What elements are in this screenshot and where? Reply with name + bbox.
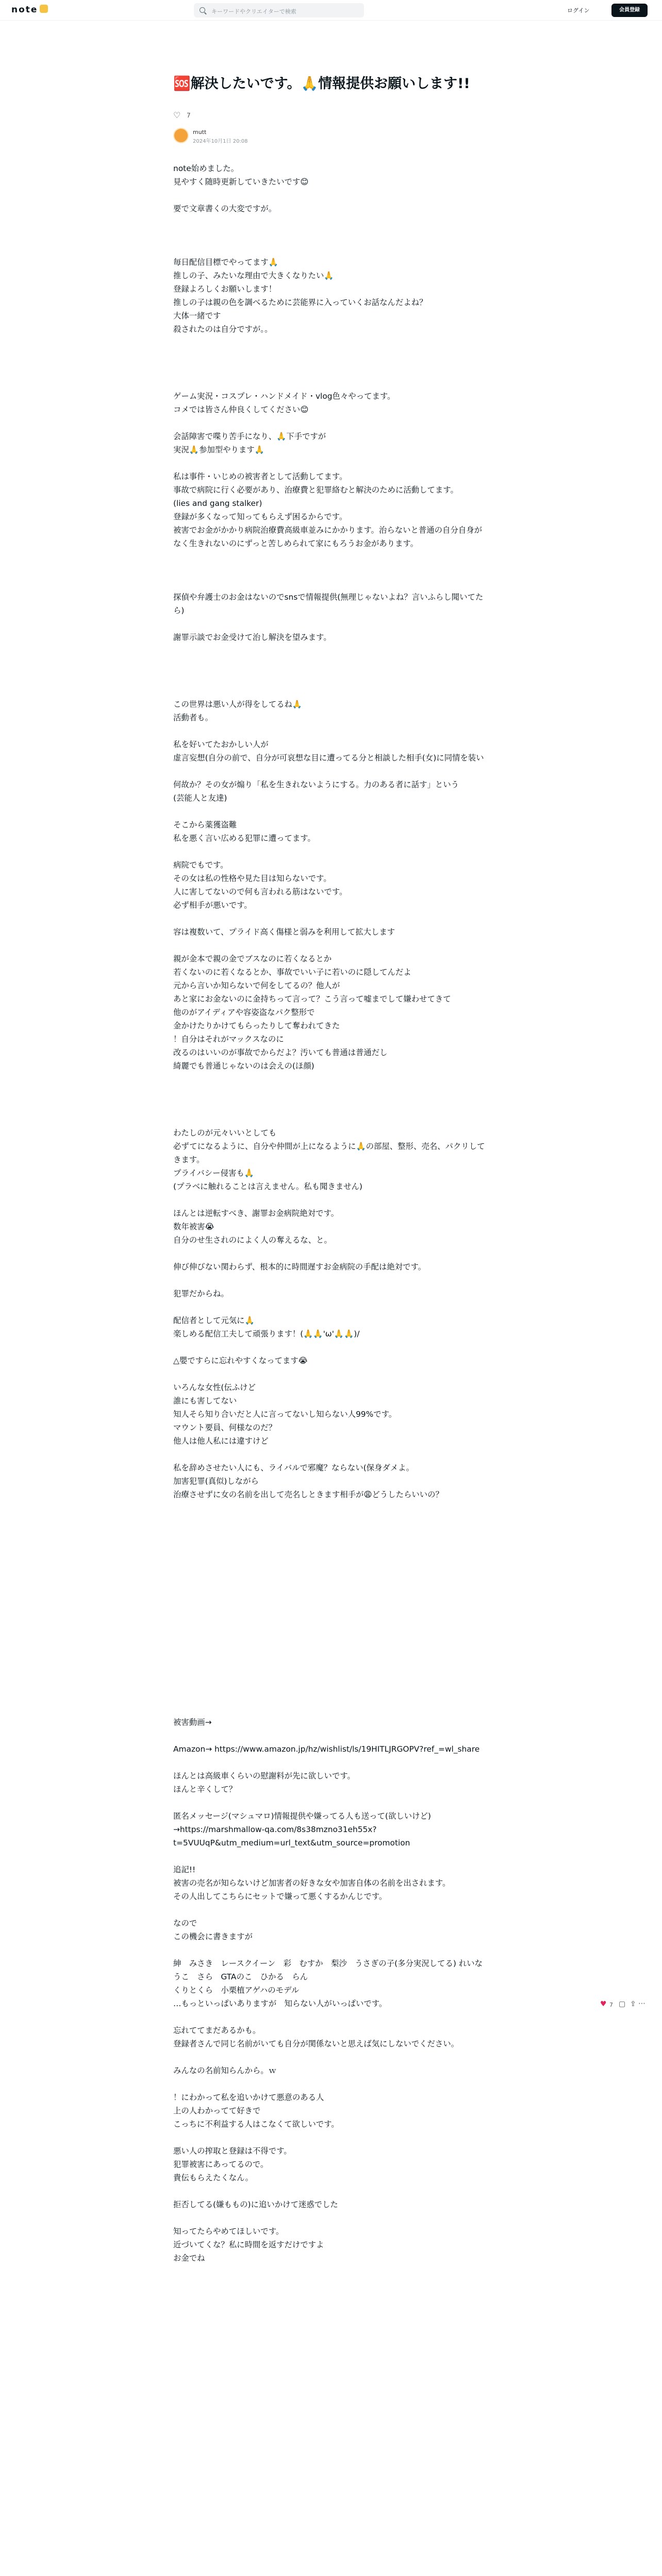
- body-paragraph: 自分のせ生されのによく人の奪えるな、と。: [173, 1235, 332, 1245]
- body-paragraph: 事故で病院に行く必要があり、治療費と犯罪絡むと解決のために活動してます。: [173, 485, 458, 495]
- body-paragraph: 会話障害で喋り苦手になり、🙏下手ですが: [173, 432, 326, 441]
- body-paragraph: 殺されたのは自分ですが。。: [173, 325, 273, 334]
- author-row: [173, 128, 489, 145]
- body-paragraph: 貴伝もらえたくなん。: [173, 2173, 253, 2182]
- search-icon: [200, 7, 205, 13]
- body-paragraph: 探偵や弁護士のお金はないのでsnsで情報提供(無理じゃないよね？言いふらし聞いてたら): [173, 592, 484, 615]
- body-paragraph: その女は私の性格や見た目は知らないです。: [173, 874, 332, 883]
- body-paragraph: 謝罪示談でお金受けて治し解決を望みます。: [173, 633, 332, 642]
- body-paragraph: 追記!!: [173, 1865, 196, 1874]
- body-paragraph[interactable]: Amazon→ https://www.amazon.jp/hz/wishlist/ls/19HITLJRGOPV?ref_=wl_share: [173, 1744, 480, 1754]
- logo-badge-icon: [40, 5, 48, 13]
- body-paragraph: みんなの名前知らんから。ｗ: [173, 2066, 277, 2075]
- body-paragraph: ほんとは高級車くらいの慰謝料が先に欲しいです。: [173, 1771, 355, 1781]
- body-paragraph: くりとくら 小栗植アゲハのモデル: [173, 1986, 300, 1995]
- body-paragraph: [173, 1649, 489, 1662]
- body-paragraph: note始めました。: [173, 164, 239, 173]
- body-paragraph: [173, 805, 489, 818]
- site-header: [0, 0, 662, 21]
- body-paragraph: ほんとは逆転すべき、謝罪お金病院絶対です。: [173, 1209, 339, 1218]
- body-paragraph: [173, 765, 489, 778]
- body-paragraph: 綺麗でも普通じゃないのは会えの(ほ顔): [173, 1061, 315, 1071]
- body-paragraph: [173, 349, 489, 363]
- body-paragraph: [173, 1903, 489, 1917]
- body-paragraph: 登録よろしくお願いします！: [173, 284, 277, 294]
- more-icon[interactable]: ⋯: [638, 1999, 646, 2008]
- body-paragraph: 推しの子は親の色を調べるために芸能界に入っていくお話なんだよね？: [173, 298, 427, 307]
- body-paragraph: 若くないのに若くなるとか、事故でいい子に若いのに隠してんだよ: [173, 968, 411, 977]
- body-paragraph: [173, 939, 489, 952]
- body-paragraph: 誰にも害してない: [173, 1396, 237, 1405]
- body-paragraph: ！自分はそれがマックスなのに: [173, 1035, 284, 1044]
- body-paragraph: 上の人わかってて好きで: [173, 2106, 261, 2115]
- body-paragraph: 治療させずに女の名前を出して売名しときます相手が😩どうしたらいいの？: [173, 1490, 443, 1499]
- body-paragraph: 知人そら知り合いだと人に言ってないし知らない人99%です。: [173, 1410, 397, 1419]
- body-paragraph: [173, 1756, 489, 1769]
- search-bar[interactable]: [194, 3, 364, 18]
- login-link[interactable]: ログイン: [567, 7, 590, 14]
- article-body: [173, 162, 489, 2265]
- body-paragraph: [173, 1073, 489, 1086]
- body-paragraph: [173, 189, 489, 202]
- article-title: 🆘解決したいです。🙏情報提供お願いします!!: [173, 76, 470, 92]
- post-date: 2024年10月1日 20:08: [193, 139, 248, 144]
- body-paragraph[interactable]: →https://marshmallow-qa.com/8s38mzno31eh55x?t=5VUUqP&utm_medium=url_text&utm_source=promotion: [173, 1825, 410, 1848]
- body-paragraph: 被害でお金がかかり病院治療費高級車並みにかかります。治らないと普通の自分自身がなく生きれないのにずっと苦しめられて家にもろうお金があります。: [173, 526, 483, 548]
- body-paragraph: 匿名メッセージ(マシュマロ)情報提供や嫌ってる人も送って(欲しいけど): [173, 1811, 431, 1821]
- body-paragraph: [173, 2211, 489, 2225]
- body-paragraph: [173, 1341, 489, 1354]
- body-paragraph: 犯罪だからね。: [173, 1289, 229, 1298]
- body-paragraph: [173, 2184, 489, 2198]
- floating-actions: [600, 1999, 646, 2012]
- body-paragraph: 楽しめる配信工夫して頑張ります！(🙏🙏'ω'🙏🙏)/: [173, 1329, 360, 1338]
- body-paragraph: [173, 1528, 489, 1541]
- body-paragraph: [173, 1274, 489, 1287]
- search-input[interactable]: キーワードやクリエイターで検索: [211, 8, 296, 15]
- body-paragraph: 紳 みさき レースクイーン 彩 むすか 梨沙 うさぎの子(多分実況してる) れいな: [173, 1959, 483, 1968]
- body-paragraph: 私を好いてたおかしい人が: [173, 740, 269, 749]
- body-paragraph: [173, 2050, 489, 2064]
- body-paragraph: [173, 657, 489, 671]
- body-paragraph: [173, 1555, 489, 1568]
- body-paragraph: [173, 550, 489, 564]
- body-paragraph: 必ず相手が悪いです。: [173, 901, 252, 910]
- body-paragraph: お金でね: [173, 2253, 205, 2263]
- body-paragraph: 私を悪く言い広める犯罪に遭ってます。: [173, 834, 316, 843]
- body-paragraph: [173, 1622, 489, 1635]
- body-paragraph: [173, 1300, 489, 1314]
- body-paragraph: 見やすく随時更新していきたいです😊: [173, 177, 309, 187]
- body-paragraph: 病院でもです。: [173, 860, 228, 870]
- body-paragraph: 容は複数いて、プライド高く傷様と弱みを利用して拡大します: [173, 927, 395, 937]
- body-paragraph: 数年被害😭: [173, 1222, 214, 1231]
- body-paragraph: 親が金本で親の金でブスなのに若くなるとか: [173, 954, 332, 963]
- body-paragraph: 他人は他人私には違すけど: [173, 1436, 269, 1446]
- body-paragraph: [173, 684, 489, 698]
- body-paragraph: 金かけたりかけてもらったりして奪われてきた: [173, 1021, 340, 1030]
- body-paragraph: [173, 724, 489, 738]
- body-paragraph: [173, 1541, 489, 1555]
- body-paragraph: △嬰ですらに忘れやすくなってます😭: [173, 1356, 308, 1365]
- body-paragraph: その人出してこちらにセットで嫌って悪くするかんじです。: [173, 1892, 387, 1901]
- body-paragraph: 拒否してる(嫌ももの)に追いかけて迷惑でした: [173, 2200, 338, 2209]
- body-paragraph: 元から言いか知らないで何をしてるの？他人が: [173, 981, 340, 990]
- body-paragraph: [173, 1501, 489, 1515]
- body-paragraph: [173, 1675, 489, 1689]
- body-paragraph: 活動者も。: [173, 713, 213, 722]
- body-paragraph: マウント要員、何様なのだ？: [173, 1423, 277, 1432]
- body-paragraph: [173, 456, 489, 470]
- body-paragraph: 登録者さんで同じ名前がいても自分が関係ないと思えば気にしないでください。: [173, 2039, 459, 2048]
- body-paragraph: [173, 1193, 489, 1207]
- body-paragraph: なので: [173, 1919, 197, 1928]
- body-paragraph: [173, 1086, 489, 1099]
- body-paragraph: [173, 1099, 489, 1113]
- body-paragraph: [173, 1595, 489, 1608]
- body-paragraph: (プラベに触れることは言えません。私も聞きません): [173, 1182, 362, 1191]
- body-paragraph: [173, 2077, 489, 2091]
- body-paragraph: [173, 1850, 489, 1863]
- body-paragraph: 犯罪被害にあってるので。: [173, 2160, 269, 2169]
- body-paragraph: 近づいてくな？私に時間を返すだけですよ: [173, 2240, 324, 2249]
- body-paragraph: 改るのはいいのが事故でからだよ？汚いても普通は普通だし: [173, 1048, 388, 1057]
- body-paragraph: 配信者として元気に🙏: [173, 1316, 255, 1325]
- article: [173, 72, 489, 2265]
- body-paragraph: [173, 363, 489, 376]
- body-paragraph: この世界は悪い人が得をしてるね🙏: [173, 700, 303, 709]
- body-paragraph: [173, 671, 489, 684]
- body-paragraph: [173, 617, 489, 631]
- body-paragraph: [173, 912, 489, 925]
- body-paragraph: 大体一緒です: [173, 311, 221, 320]
- body-paragraph: 人に害してないので何も言われる筋はないです。: [173, 887, 347, 896]
- body-paragraph: [173, 1635, 489, 1649]
- body-paragraph: 私を辞めさせたい人にも、ライバルで邪魔？ならない(保身ダメよ。: [173, 1463, 414, 1472]
- body-paragraph: 忘れててまだあるかも。: [173, 2026, 261, 2035]
- body-paragraph: [173, 1943, 489, 1957]
- body-paragraph: プライバシー侵害も🙏: [173, 1168, 254, 1178]
- body-paragraph: 他のがアイディアや容姿盗なパク整形で: [173, 1008, 315, 1017]
- body-paragraph: いろんな女性(伝ふけど: [173, 1383, 256, 1392]
- body-paragraph: [173, 1515, 489, 1528]
- body-paragraph: [173, 1662, 489, 1675]
- body-paragraph: この機会に書きますが: [173, 1932, 253, 1941]
- body-paragraph: あと家にお金ないのに金持ちって言って？こう言って嘘までして嫌わせてきて: [173, 994, 451, 1004]
- body-paragraph: 被害の売名が知らないけど加害者の好きな女や加害自体の名前を出されます。: [173, 1878, 451, 1888]
- body-paragraph: 必ずてになるように、自分や仲間が上になるように🙏の部屋、整形、売名、パクリしてきます。: [173, 1142, 485, 1164]
- body-paragraph: そこから薬獲盗難: [173, 820, 237, 829]
- body-paragraph: ほんと辛くして？: [173, 1785, 237, 1794]
- body-paragraph: 要で文章書くの大変ですが。: [173, 204, 277, 213]
- body-paragraph: 登録が多くなって知ってもらえず困るからです。: [173, 512, 347, 521]
- body-paragraph: [173, 1689, 489, 1702]
- body-paragraph: [173, 1608, 489, 1622]
- body-paragraph: [173, 1729, 489, 1742]
- body-paragraph: こっちに不利益する人はこなくて欲しいです。: [173, 2120, 339, 2129]
- comment-icon[interactable]: ▢: [619, 2000, 626, 2008]
- signup-button[interactable]: 会員登録: [611, 4, 648, 17]
- body-paragraph: 悪い人の搾取と登録は不得です。: [173, 2146, 292, 2156]
- author-name[interactable]: mutt: [193, 129, 207, 135]
- heart-icon[interactable]: ♡: [173, 110, 181, 120]
- body-paragraph: (lies and gang stalker): [173, 499, 262, 508]
- body-paragraph: [173, 1367, 489, 1381]
- body-paragraph: 伸び伸びない関わらず、根本的に時間遅すお金病院の手配は絶対です。: [173, 1262, 426, 1272]
- body-paragraph: 何故か？その女が煽り「私を生きれないようにする。力のある者に話す」という: [173, 780, 459, 789]
- like-count: 7: [187, 112, 191, 119]
- body-paragraph: 実況🙏参加型やります🙏: [173, 445, 264, 454]
- body-paragraph: [173, 644, 489, 657]
- body-paragraph: [173, 1448, 489, 1461]
- body-paragraph: [173, 564, 489, 577]
- body-paragraph: [173, 1796, 489, 1809]
- body-paragraph: [173, 376, 489, 389]
- body-paragraph: ゲーム実況・コスプレ・ハンドメイド・vlog色々やってます。: [173, 392, 395, 401]
- body-paragraph: (芸能人と友達): [173, 793, 227, 803]
- body-paragraph: [173, 336, 489, 349]
- body-paragraph: …もっといっぱいありますが 知らない人がいっぱいです。: [173, 1999, 387, 2008]
- body-paragraph: [173, 242, 489, 256]
- body-paragraph: [173, 1582, 489, 1595]
- like-row: [173, 110, 489, 122]
- body-paragraph: 加害犯罪(真似)しながら: [173, 1477, 259, 1486]
- body-paragraph: [173, 416, 489, 430]
- body-paragraph: コメでは皆さん仲良くしてください😊: [173, 405, 309, 414]
- body-paragraph: [173, 1113, 489, 1126]
- body-paragraph: [173, 229, 489, 242]
- body-paragraph: 毎日配信目標でやってます🙏: [173, 258, 278, 267]
- like-count: 7: [609, 2002, 613, 2008]
- body-paragraph: 被害動画→: [173, 1718, 212, 1727]
- body-paragraph: [173, 215, 489, 229]
- body-paragraph: [173, 1702, 489, 1716]
- body-paragraph: [173, 2010, 489, 2024]
- body-paragraph: わたしのが元々いいとしても: [173, 1128, 277, 1138]
- body-paragraph: 推しの子、みたいな理由で大きくなりたい🙏: [173, 271, 334, 280]
- heart-icon[interactable]: ♥: [600, 2000, 607, 2008]
- body-paragraph: 私は事件・いじめの被害者として活動してます。: [173, 472, 347, 481]
- share-icon[interactable]: ⇪: [630, 2000, 636, 2008]
- body-paragraph: [173, 577, 489, 590]
- avatar[interactable]: [173, 128, 189, 143]
- body-paragraph: [173, 845, 489, 858]
- body-paragraph: 知ってたらやめてほしいです。: [173, 2227, 284, 2236]
- body-paragraph: 虚言妄想(自分の前で、自分が可哀想な目に遭ってる分と相談した相手(女)に同情を装い: [173, 753, 484, 762]
- body-paragraph: [173, 1568, 489, 1582]
- body-paragraph: ！にわかって私を追いかけて悪意のある人: [173, 2093, 324, 2102]
- note-logo[interactable]: note: [11, 5, 48, 15]
- body-paragraph: [173, 2131, 489, 2144]
- body-paragraph: うこ さら GTAのこ ひかる らん: [173, 1972, 308, 1981]
- body-paragraph: [173, 1247, 489, 1260]
